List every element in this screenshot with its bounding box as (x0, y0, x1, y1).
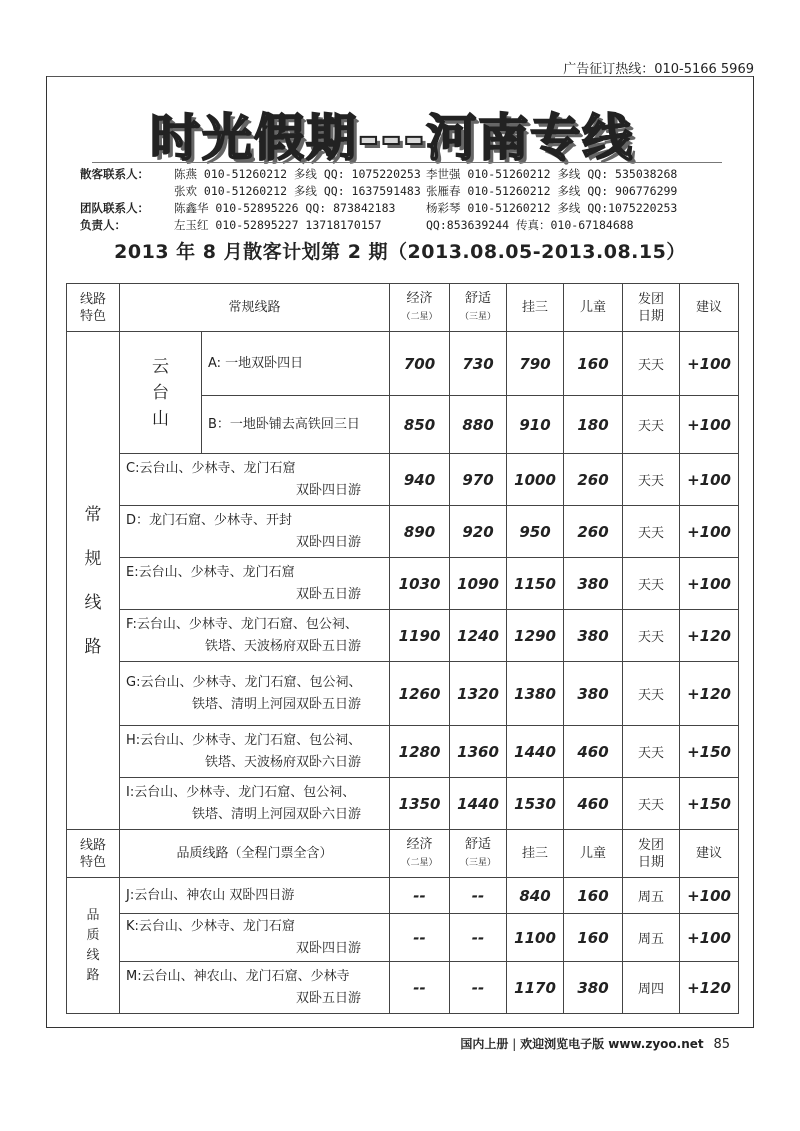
header-suggest: 建议 (680, 830, 739, 878)
table-row (67, 662, 739, 726)
route-description (120, 558, 390, 610)
route-line-1: C:云台山、少林寺、龙门石窟 (126, 460, 296, 476)
category-char: 品 (86, 907, 100, 923)
route-line-2: 双卧四日游 (296, 534, 362, 550)
price-third: 790 (507, 332, 564, 396)
price-third: 1150 (507, 558, 564, 610)
suggest-markup: +100 (680, 396, 739, 454)
price-child: 260 (564, 454, 623, 506)
route-line-1: E:云台山、少林寺、龙门石窟 (126, 564, 295, 580)
header-comfort-label: 舒适 (465, 836, 492, 852)
suggest-markup: +150 (680, 726, 739, 778)
depart-day: 天天 (623, 610, 680, 662)
tour-price-table (66, 283, 739, 1014)
route-line-1: I:云台山、少林寺、龙门石窟、包公祠、 (126, 784, 356, 800)
header-comfort-sub: （三星） (460, 857, 497, 868)
banner-title: 时光假期---河南专线 (150, 109, 635, 167)
route-line-1: J:云台山、神农山 双卧四日游 (126, 887, 295, 903)
ad-hotline: 广告征订热线：010-5166 5969 (563, 62, 754, 77)
route-description (120, 778, 390, 830)
table-row (67, 506, 739, 558)
price-comfort: 920 (450, 506, 507, 558)
header-comfort-sub: （三星） (460, 311, 497, 322)
footer-separator: | (512, 1037, 517, 1051)
header-feature: 线路特色 (67, 284, 120, 332)
price-eco: -- (390, 878, 450, 914)
price-third: 1380 (507, 662, 564, 726)
price-eco: 1260 (390, 662, 450, 726)
price-child: 460 (564, 726, 623, 778)
price-child: 380 (564, 962, 623, 1014)
price-eco: 940 (390, 454, 450, 506)
suggest-markup: +100 (680, 914, 739, 962)
price-third: 840 (507, 878, 564, 914)
header-third: 挂三 (507, 284, 564, 332)
contact-row (80, 217, 740, 234)
footer-section: 国内上册 (460, 1037, 509, 1051)
depart-day: 天天 (623, 506, 680, 558)
price-comfort: -- (450, 878, 507, 914)
table-row (67, 962, 739, 1014)
route-line-2: 铁塔、清明上河园双卧五日游 (192, 696, 362, 712)
table-row (67, 878, 739, 914)
table-row (67, 726, 739, 778)
price-child: 380 (564, 662, 623, 726)
depart-day: 天天 (623, 332, 680, 396)
header-child: 儿童 (564, 830, 623, 878)
yuntai-char: 云 (152, 356, 169, 377)
route-description (120, 662, 390, 726)
depart-day: 天天 (623, 726, 680, 778)
contact-row (80, 200, 740, 217)
depart-day: 周五 (623, 914, 680, 962)
suggest-markup: +100 (680, 878, 739, 914)
depart-day: 天天 (623, 778, 680, 830)
contact-label: 散客联系人： (80, 167, 149, 181)
route-line-2: 双卧四日游 (296, 940, 362, 956)
price-third: 1100 (507, 914, 564, 962)
route-description (202, 332, 390, 396)
route-line-2: 铁塔、天波杨府双卧六日游 (205, 754, 362, 770)
route-line-1: G:云台山、少林寺、龙门石窟、包公祠、 (126, 674, 362, 690)
depart-day: 天天 (623, 662, 680, 726)
suggest-markup: +100 (680, 558, 739, 610)
price-eco: 1280 (390, 726, 450, 778)
table-row (67, 610, 739, 662)
route-line-1: D：龙门石窟、少林寺、开封 (126, 512, 293, 528)
route-description (120, 454, 390, 506)
plan-title: 2013 年 8 月散客计划第 2 期（2013.08.05-2013.08.15） (114, 241, 686, 263)
price-eco: 1350 (390, 778, 450, 830)
header-comfort-label: 舒适 (465, 290, 492, 306)
header-economy-sub: （二星） (401, 311, 438, 322)
route-description (120, 962, 390, 1014)
price-comfort: -- (450, 914, 507, 962)
banner-rule (92, 162, 722, 163)
price-eco: 890 (390, 506, 450, 558)
category-char: 规 (84, 548, 102, 569)
header-route: 品质线路（全程门票全含） (120, 830, 390, 878)
price-child: 380 (564, 610, 623, 662)
route-line-2: 铁塔、天波杨府双卧五日游 (205, 638, 362, 654)
header-route: 常规线路 (120, 284, 390, 332)
header-economy-label: 经济 (406, 836, 433, 852)
contact-secondary: 张雁春 010-51260212 多线 QQ: 906776299 (426, 184, 678, 198)
yuntai-char: 台 (152, 382, 169, 403)
header-third: 挂三 (507, 830, 564, 878)
route-line-2: 铁塔、清明上河园双卧六日游 (192, 806, 362, 822)
price-eco: 850 (390, 396, 450, 454)
route-line-1: H:云台山、少林寺、龙门石窟、包公祠、 (126, 732, 362, 748)
header-economy (390, 284, 450, 332)
route-line-1: A: 一地双卧四日 (208, 355, 304, 371)
route-line-2: 双卧五日游 (296, 990, 362, 1006)
route-description (120, 914, 390, 962)
depart-day: 天天 (623, 454, 680, 506)
price-third: 1530 (507, 778, 564, 830)
header-feature: 线路特色 (67, 830, 120, 878)
depart-day: 天天 (623, 558, 680, 610)
price-eco: 700 (390, 332, 450, 396)
table-row (67, 914, 739, 962)
header-child: 儿童 (564, 284, 623, 332)
header-suggest: 建议 (680, 284, 739, 332)
contact-secondary: QQ:853639244 传真：010-67184688 (426, 218, 634, 232)
price-child: 180 (564, 396, 623, 454)
page-number: 85 (713, 1037, 730, 1052)
contact-primary: 张欢 010-51260212 多线 QQ: 1637591483 (174, 184, 421, 198)
header-economy-sub: （二星） (401, 857, 438, 868)
price-child: 160 (564, 878, 623, 914)
category-char: 常 (84, 504, 102, 525)
price-third: 1290 (507, 610, 564, 662)
route-line-1: M:云台山、神农山、龙门石窟、少林寺 (126, 968, 350, 984)
price-comfort: 1320 (450, 662, 507, 726)
route-line-2: 双卧五日游 (296, 586, 362, 602)
suggest-markup: +100 (680, 454, 739, 506)
contact-label: 负责人： (80, 218, 126, 232)
price-child: 160 (564, 914, 623, 962)
category-char: 线 (84, 592, 102, 613)
suggest-markup: +100 (680, 506, 739, 558)
contact-primary: 陈燕 010-51260212 多线 QQ: 1075220253 (174, 167, 421, 181)
price-comfort: 1090 (450, 558, 507, 610)
route-description (120, 878, 390, 914)
price-third: 950 (507, 506, 564, 558)
header-economy (390, 830, 450, 878)
depart-day: 天天 (623, 396, 680, 454)
contact-label: 团队联系人： (80, 201, 149, 215)
price-child: 380 (564, 558, 623, 610)
price-eco: -- (390, 914, 450, 962)
category-char: 路 (84, 636, 102, 657)
price-comfort: 1440 (450, 778, 507, 830)
suggest-markup: +150 (680, 778, 739, 830)
footer-slogan: 欢迎浏览电子版 www.zyoo.net (520, 1037, 704, 1051)
price-child: 160 (564, 332, 623, 396)
contact-primary: 陈鑫华 010-52895226 QQ: 873842183 (174, 201, 396, 215)
table-row (67, 332, 739, 396)
route-line-1: F:云台山、少林寺、龙门石窟、包公祠、 (126, 616, 358, 632)
contact-secondary: 杨彩琴 010-51260212 多线 QQ:1075220253 (426, 201, 678, 215)
header-comfort (450, 830, 507, 878)
price-third: 910 (507, 396, 564, 454)
header-comfort (450, 284, 507, 332)
price-comfort: 1360 (450, 726, 507, 778)
table-row (67, 778, 739, 830)
route-description (120, 506, 390, 558)
table-row (67, 454, 739, 506)
category-quality (67, 878, 120, 1014)
price-comfort: 970 (450, 454, 507, 506)
page-footer (460, 1035, 730, 1052)
route-line-1: K:云台山、少林寺、龙门石窟 (126, 918, 295, 934)
suggest-markup: +120 (680, 610, 739, 662)
price-comfort: 1240 (450, 610, 507, 662)
price-comfort: 730 (450, 332, 507, 396)
contact-row (80, 183, 740, 200)
price-comfort: -- (450, 962, 507, 1014)
table-header-row (67, 284, 739, 332)
price-child: 260 (564, 506, 623, 558)
route-description (120, 726, 390, 778)
price-comfort: 880 (450, 396, 507, 454)
depart-day: 周四 (623, 962, 680, 1014)
yuntai-label (120, 332, 202, 454)
route-line-2: 双卧四日游 (296, 482, 362, 498)
suggest-markup: +100 (680, 332, 739, 396)
category-char: 质 (86, 927, 100, 943)
price-third: 1170 (507, 962, 564, 1014)
route-description (120, 610, 390, 662)
table-row (67, 558, 739, 610)
contact-primary: 左玉红 010-52895227 13718170157 (174, 218, 382, 232)
price-third: 1000 (507, 454, 564, 506)
price-eco: -- (390, 962, 450, 1014)
price-eco: 1030 (390, 558, 450, 610)
category-char: 路 (86, 967, 100, 983)
price-eco: 1190 (390, 610, 450, 662)
price-child: 460 (564, 778, 623, 830)
category-regular (67, 332, 120, 830)
header-depart: 发团日期 (623, 284, 680, 332)
route-line-1: B：一地卧铺去高铁回三日 (208, 416, 360, 432)
contact-row (80, 166, 740, 183)
contact-secondary: 李世强 010-51260212 多线 QQ: 535038268 (426, 167, 678, 181)
suggest-markup: +120 (680, 962, 739, 1014)
contact-block (80, 166, 740, 234)
route-description (202, 396, 390, 454)
price-third: 1440 (507, 726, 564, 778)
header-depart: 发团日期 (623, 830, 680, 878)
table-header-row (67, 830, 739, 878)
suggest-markup: +120 (680, 662, 739, 726)
category-char: 线 (86, 947, 100, 963)
header-economy-label: 经济 (406, 290, 433, 306)
depart-day: 周五 (623, 878, 680, 914)
yuntai-char: 山 (152, 408, 169, 429)
